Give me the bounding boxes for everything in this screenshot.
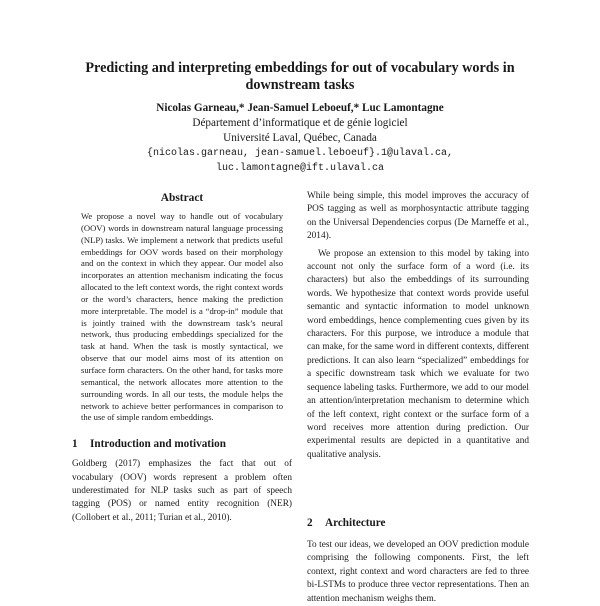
affiliation-university: Université Laval, Québec, Canada [223, 132, 377, 144]
author-names: Nicolas Garneau,* Jean-Samuel Leboeuf,* Luc Lamontagne [156, 102, 444, 114]
section-1-number: 1 [72, 438, 78, 451]
author-emails-line2: luc.lamontagne@ift.ulaval.ca [215, 163, 385, 174]
right-paragraph-1: While being simple, this model improves the accuracy of POS tagging as well as morphosyntactic attribute tagging on the Universal Dependencies corpus (De Marneffe et al., 2014). [307, 191, 529, 242]
abstract-text: We propose a novel way to handle out of vocabulary (OOV) words in downstream natural language processing (NLP) tasks. We implement a network that predicts useful embeddings for OOV words based on their morphology and on the context in which they appear. Our model also incorporates an attention mechanism indicating the focus allocated to the left context words, the right context words or the word’s characters, hence making the prediction more interpretable. The model is a “drop-in” module that is jointly trained with the downstream task’s neural network, thus producing embeddings specialized for the task at hand. When the task is mostly syntactical, we observe that our model aims most of its attention on surface form characters. On the other hand, for tasks more semantical, the network allocates more attention to the surrounding words. In all our tests, the module helps the network to achieve better performances in comparison to the use of simple random embeddings. [81, 211, 283, 423]
author-emails-line1: {nicolas.garneau, jean-samuel.leboeuf}.1@ulaval.ca, [146, 148, 454, 159]
section-1-title: Introduction and motivation [90, 438, 226, 451]
section-2-title: Architecture [325, 517, 386, 529]
right-column [307, 190, 529, 462]
left-column [72, 192, 292, 525]
section-2-number: 2 [307, 517, 313, 529]
right-paragraph-2: We propose an extension to this model by taking into account not only the surface form of a word (i.e. its characters) but also the embeddings of its surrounding words. We hypothesize that context words provide useful semantic and syntactic information to model unknown word embeddings, hence complementing cues given by its characters. For this purpose, we introduce a module that can make, for the same word in different contexts, different predictions. It can also learn “specialized” embeddings for a specific downstream task which we evaluate for two sequence labeling tasks. Furthermore, we add to our model an attention/interpretation mechanism to determine which of the left context, right context or the surface form of a word receives more attention during prediction. Our experimental results are depicted in a quantitative and qualitative analysis. [307, 248, 529, 460]
author-block [40, 101, 560, 176]
section-1-text: Goldberg (2017) emphasizes the fact that out of vocabulary (OOV) words represent a problem often underestimated for NLP tasks such as part of speech tagging (POS) or named entity recognition (NER) (Collobert et al., 2011; Turian et al., 2010). [72, 459, 292, 523]
affiliation-department: Département d’informatique et de génie logiciel [192, 117, 408, 129]
section-2-text: To test our ideas, we developed an OOV prediction module comprising the following components. First, the left context, right context and word characters are fed to three bi-LSTMs to produce three vector representations. Then an attention mechanism weighs them. [307, 540, 529, 604]
abstract-heading: Abstract [160, 192, 204, 204]
section-1-heading [72, 438, 292, 450]
section-2-heading [307, 517, 529, 529]
paper-title: Predicting and interpreting embeddings for out of vocabulary words in downstream tasks [85, 60, 515, 93]
